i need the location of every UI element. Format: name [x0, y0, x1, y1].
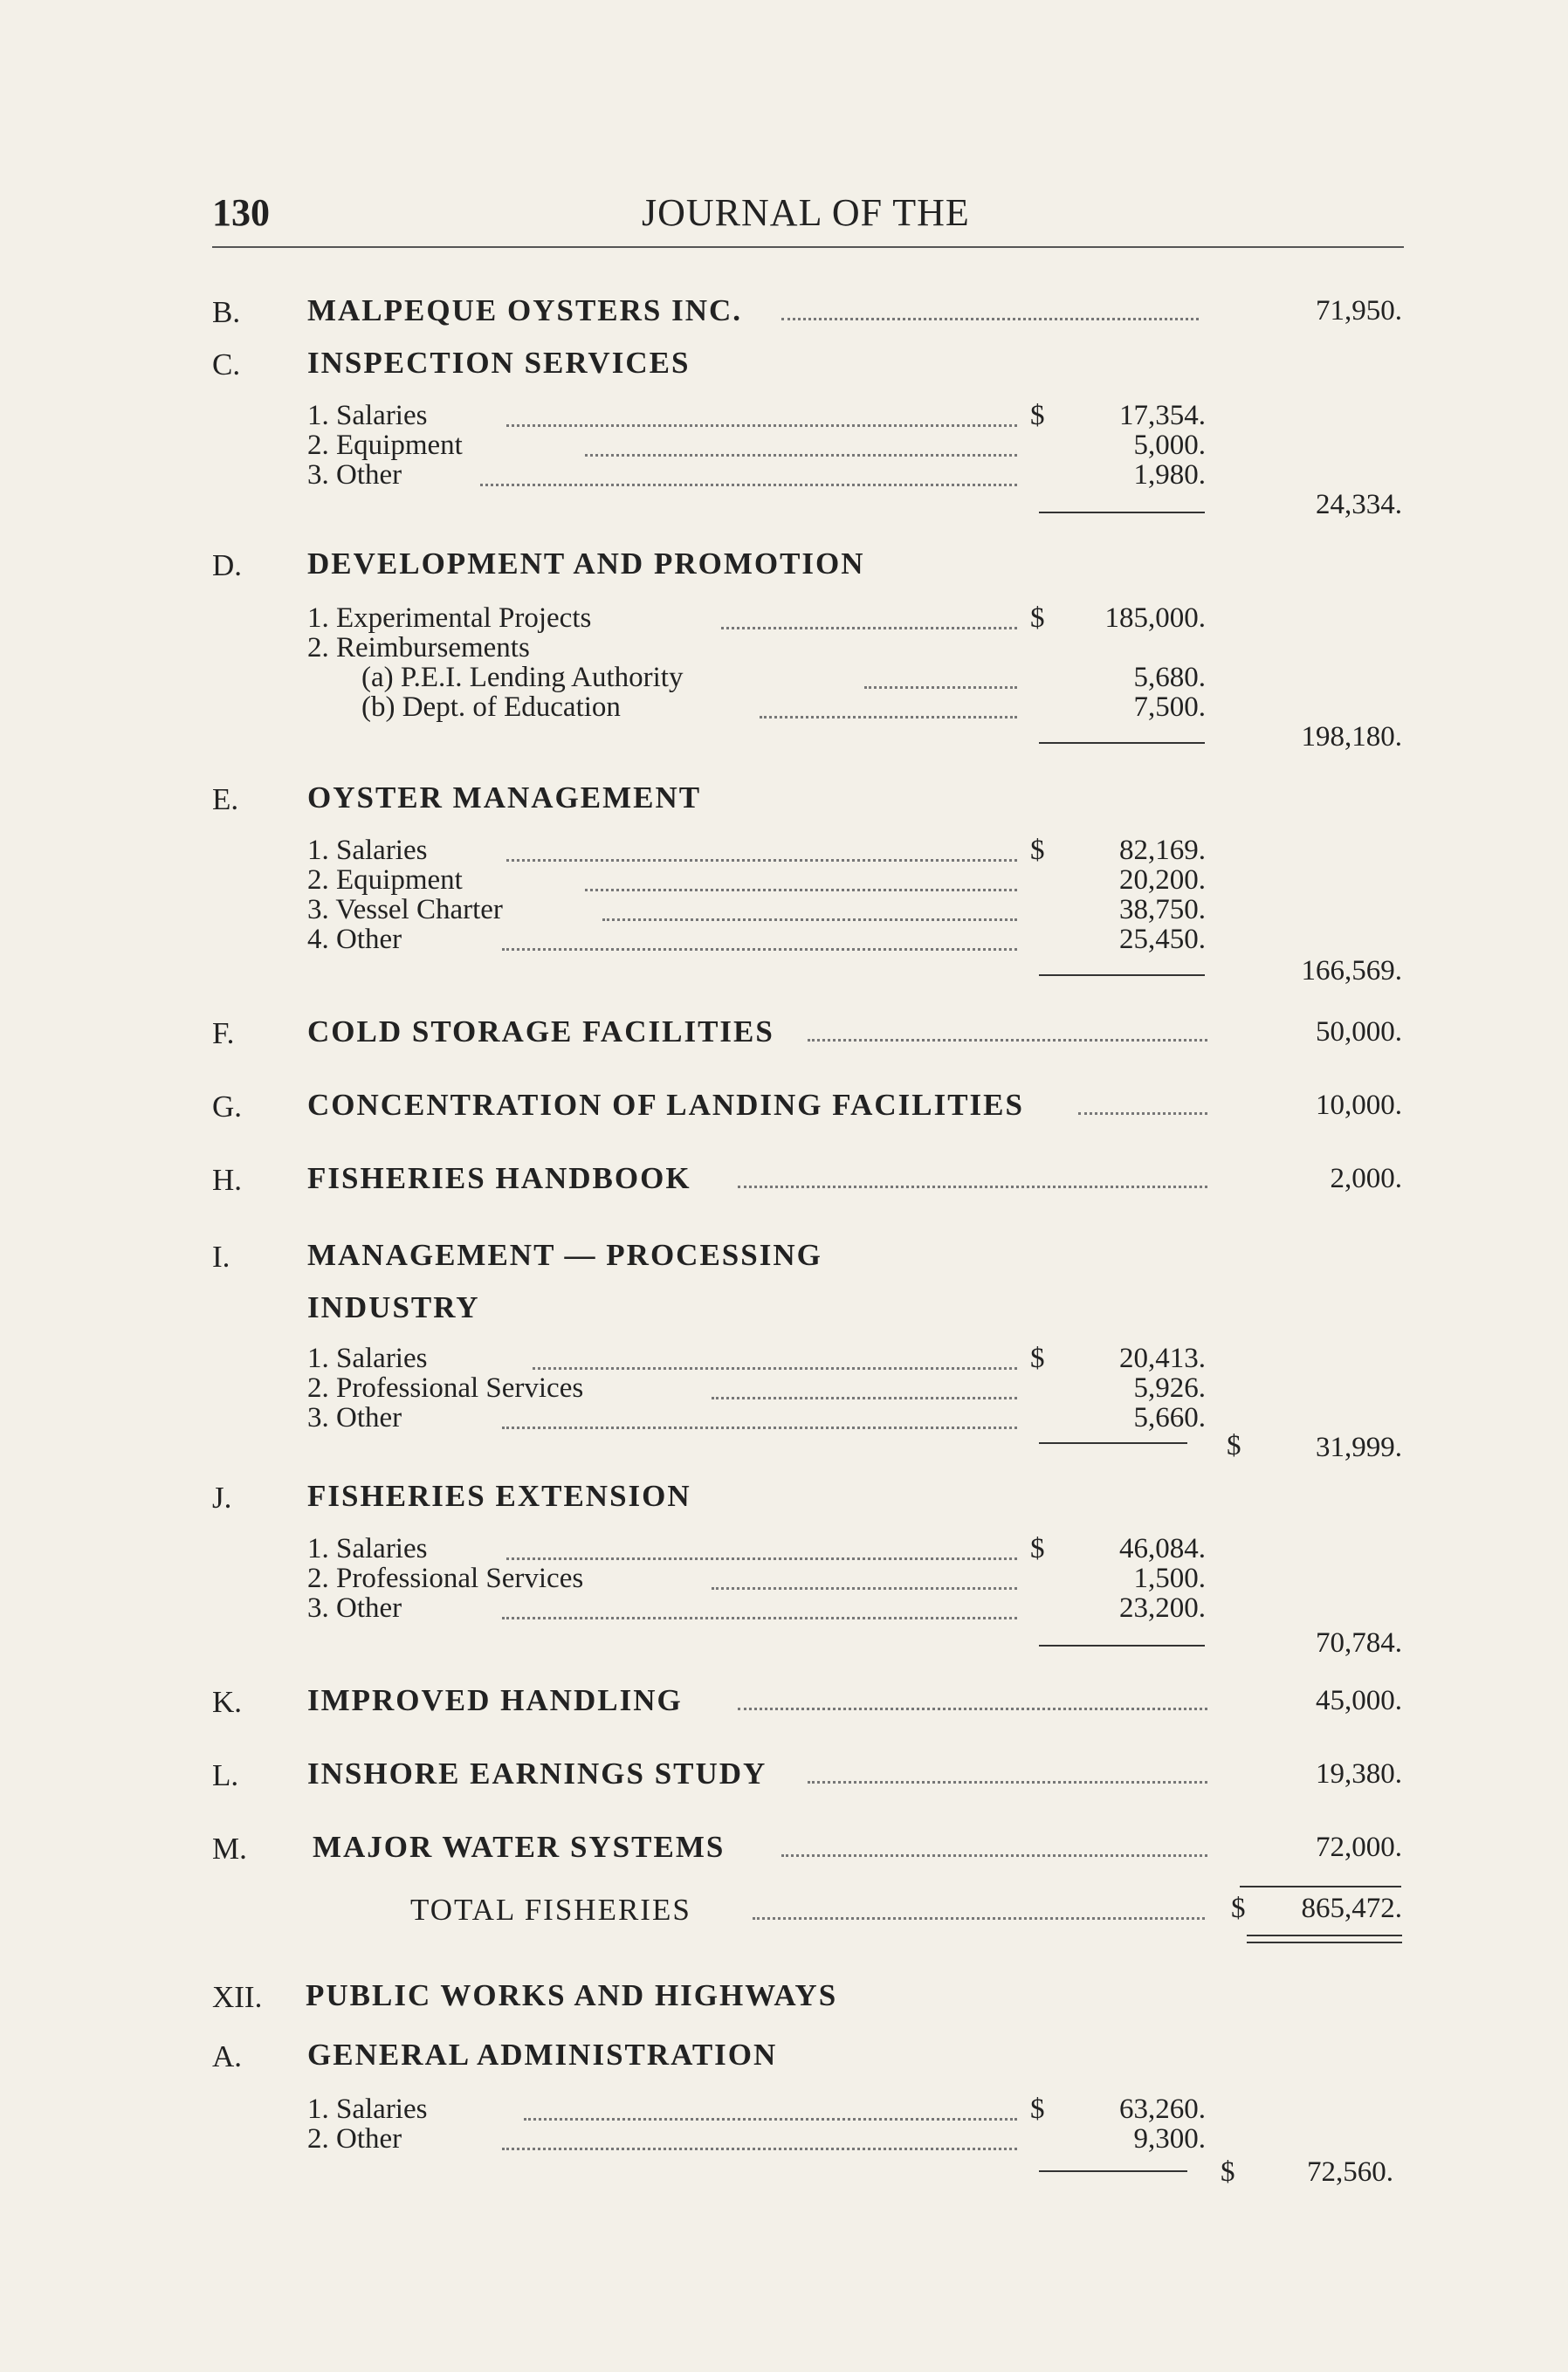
line-item-label: 2. Other — [307, 2123, 402, 2155]
leader-dots — [1078, 1112, 1207, 1115]
leader-dots — [738, 1186, 1207, 1188]
line-item-label: 2. Equipment — [307, 430, 463, 461]
line-item-amount: 185,000. — [1104, 602, 1206, 634]
subtotal-rule — [1039, 974, 1205, 976]
section-heading: PUBLIC WORKS AND HIGHWAYS — [306, 1978, 838, 2012]
total-top-rule — [1240, 1886, 1401, 1887]
total-fisheries-amount: 865,472. — [1301, 1893, 1402, 1924]
line-item-amount: 25,450. — [1119, 924, 1206, 955]
leader-dots — [781, 1854, 1207, 1857]
section-total: 31,999. — [1316, 1432, 1402, 1463]
leader-dots — [502, 1617, 1017, 1619]
leader-dots — [585, 889, 1017, 891]
subtotal-rule — [1039, 1645, 1205, 1647]
page-header-title: JOURNAL OF THE — [642, 191, 970, 234]
subtotal-rule — [1039, 2170, 1187, 2172]
section-heading: MANAGEMENT — PROCESSING — [307, 1238, 822, 1272]
leader-dots — [721, 627, 1017, 629]
section-heading: INSPECTION SERVICES — [307, 346, 691, 380]
section-letter: I. — [212, 1240, 230, 1274]
line-item-amount: 5,660. — [1133, 1402, 1206, 1434]
section-heading: CONCENTRATION OF LANDING FACILITIES — [307, 1088, 1024, 1122]
line-item-label: 2. Reimbursements — [307, 632, 530, 663]
dollar-sign: $ — [1030, 1343, 1045, 1374]
header-rule — [212, 246, 1404, 248]
section-heading: GENERAL ADMINISTRATION — [307, 2038, 778, 2072]
section-letter: C. — [212, 347, 241, 382]
section-letter: M. — [212, 1832, 247, 1866]
subtotal-rule — [1039, 742, 1205, 744]
line-item-amount: 5,680. — [1133, 662, 1206, 693]
grand-total-double-rule — [1247, 1935, 1402, 1943]
line-item-label: 2. Professional Services — [307, 1372, 584, 1404]
leader-dots — [753, 1917, 1205, 1920]
leader-dots — [506, 1557, 1017, 1560]
line-item-label: 3. Other — [307, 1402, 402, 1434]
line-item-amount: 1,980. — [1133, 459, 1206, 491]
line-item-amount: 17,354. — [1119, 400, 1206, 431]
section-total: 45,000. — [1316, 1685, 1402, 1716]
line-item-amount: 38,750. — [1119, 894, 1206, 925]
leader-dots — [738, 1708, 1207, 1710]
line-item-label: (a) P.E.I. Lending Authority — [361, 662, 684, 693]
section-heading: OYSTER MANAGEMENT — [307, 780, 702, 815]
leader-dots — [781, 318, 1199, 320]
section-heading: FISHERIES HANDBOOK — [307, 1161, 691, 1195]
section-total: 50,000. — [1316, 1016, 1402, 1048]
dollar-sign: $ — [1030, 1533, 1045, 1564]
section-total: 72,560. — [1307, 2156, 1393, 2188]
section-total: 72,000. — [1316, 1832, 1402, 1863]
line-item-label: 2. Professional Services — [307, 1563, 584, 1594]
section-numeral: XII. — [212, 1980, 263, 2014]
line-item-amount: 23,200. — [1119, 1592, 1206, 1624]
section-total: 166,569. — [1301, 955, 1402, 987]
leader-dots — [524, 2118, 1017, 2121]
dollar-sign: $ — [1030, 2094, 1045, 2125]
section-letter: F. — [212, 1016, 235, 1050]
dollar-sign: $ — [1030, 602, 1045, 634]
section-letter: K. — [212, 1685, 243, 1719]
line-item-label: 1. Salaries — [307, 1343, 428, 1374]
leader-dots — [502, 2148, 1017, 2150]
dollar-sign: $ — [1231, 1893, 1246, 1924]
line-item-label: (b) Dept. of Education — [361, 691, 621, 723]
line-item-amount: 20,413. — [1119, 1343, 1206, 1374]
total-fisheries-label: TOTAL FISHERIES — [410, 1893, 691, 1927]
line-item-label: 3. Vessel Charter — [307, 894, 503, 925]
section-heading: MAJOR WATER SYSTEMS — [313, 1830, 726, 1864]
leader-dots — [760, 716, 1017, 718]
section-letter: G. — [212, 1090, 243, 1124]
line-item-amount: 9,300. — [1133, 2123, 1206, 2155]
dollar-sign: $ — [1030, 835, 1045, 866]
leader-dots — [533, 1367, 1017, 1370]
line-item-amount: 7,500. — [1133, 691, 1206, 723]
leader-dots — [480, 484, 1017, 486]
line-item-label: 1. Salaries — [307, 1533, 428, 1564]
line-item-amount: 63,260. — [1119, 2094, 1206, 2125]
section-heading: INSHORE EARNINGS STUDY — [307, 1757, 767, 1791]
line-item-label: 1. Salaries — [307, 835, 428, 866]
section-total: 10,000. — [1316, 1090, 1402, 1121]
leader-dots — [585, 454, 1017, 457]
section-heading: DEVELOPMENT AND PROMOTION — [307, 547, 865, 581]
section-heading: IMPROVED HANDLING — [307, 1683, 683, 1717]
line-item-label: 3. Other — [307, 459, 402, 491]
section-heading: FISHERIES EXTENSION — [307, 1479, 691, 1513]
section-total: 19,380. — [1316, 1758, 1402, 1790]
leader-dots — [864, 686, 1017, 689]
line-item-amount: 1,500. — [1133, 1563, 1206, 1594]
section-total: 2,000. — [1330, 1163, 1402, 1194]
subtotal-rule — [1039, 1442, 1187, 1444]
leader-dots — [808, 1781, 1207, 1784]
section-letter: D. — [212, 548, 243, 582]
section-letter: E. — [212, 782, 239, 816]
section-letter: J. — [212, 1481, 232, 1515]
section-letter: B. — [212, 295, 241, 329]
line-item-amount: 46,084. — [1119, 1533, 1206, 1564]
dollar-sign: $ — [1227, 1430, 1241, 1461]
dollar-sign: $ — [1030, 400, 1045, 431]
leader-dots — [712, 1587, 1017, 1590]
line-item-label: 1. Salaries — [307, 400, 428, 431]
section-total: 24,334. — [1316, 489, 1402, 520]
leader-dots — [808, 1039, 1207, 1042]
line-item-label: 2. Equipment — [307, 864, 463, 896]
line-item-label: 1. Salaries — [307, 2094, 428, 2125]
section-total: 198,180. — [1301, 721, 1402, 753]
leader-dots — [602, 918, 1017, 921]
line-item-amount: 5,926. — [1133, 1372, 1206, 1404]
leader-dots — [712, 1397, 1017, 1399]
leader-dots — [506, 424, 1017, 427]
section-heading: COLD STORAGE FACILITIES — [307, 1014, 774, 1048]
section-letter: H. — [212, 1163, 243, 1197]
leader-dots — [502, 948, 1017, 951]
dollar-sign: $ — [1221, 2156, 1235, 2188]
page-number: 130 — [212, 191, 270, 234]
section-total: 70,784. — [1316, 1627, 1402, 1659]
section-letter: A. — [212, 2039, 243, 2073]
subtotal-rule — [1039, 512, 1205, 513]
leader-dots — [506, 859, 1017, 862]
line-item-amount: 20,200. — [1119, 864, 1206, 896]
section-heading: MALPEQUE OYSTERS INC. — [307, 293, 743, 327]
section-total: 71,950. — [1316, 295, 1402, 327]
line-item-label: 3. Other — [307, 1592, 402, 1624]
leader-dots — [502, 1427, 1017, 1429]
line-item-amount: 5,000. — [1133, 430, 1206, 461]
section-heading-cont: INDUSTRY — [307, 1290, 480, 1324]
section-letter: L. — [212, 1758, 239, 1792]
line-item-amount: 82,169. — [1119, 835, 1206, 866]
line-item-label: 4. Other — [307, 924, 402, 955]
line-item-label: 1. Experimental Projects — [307, 602, 592, 634]
